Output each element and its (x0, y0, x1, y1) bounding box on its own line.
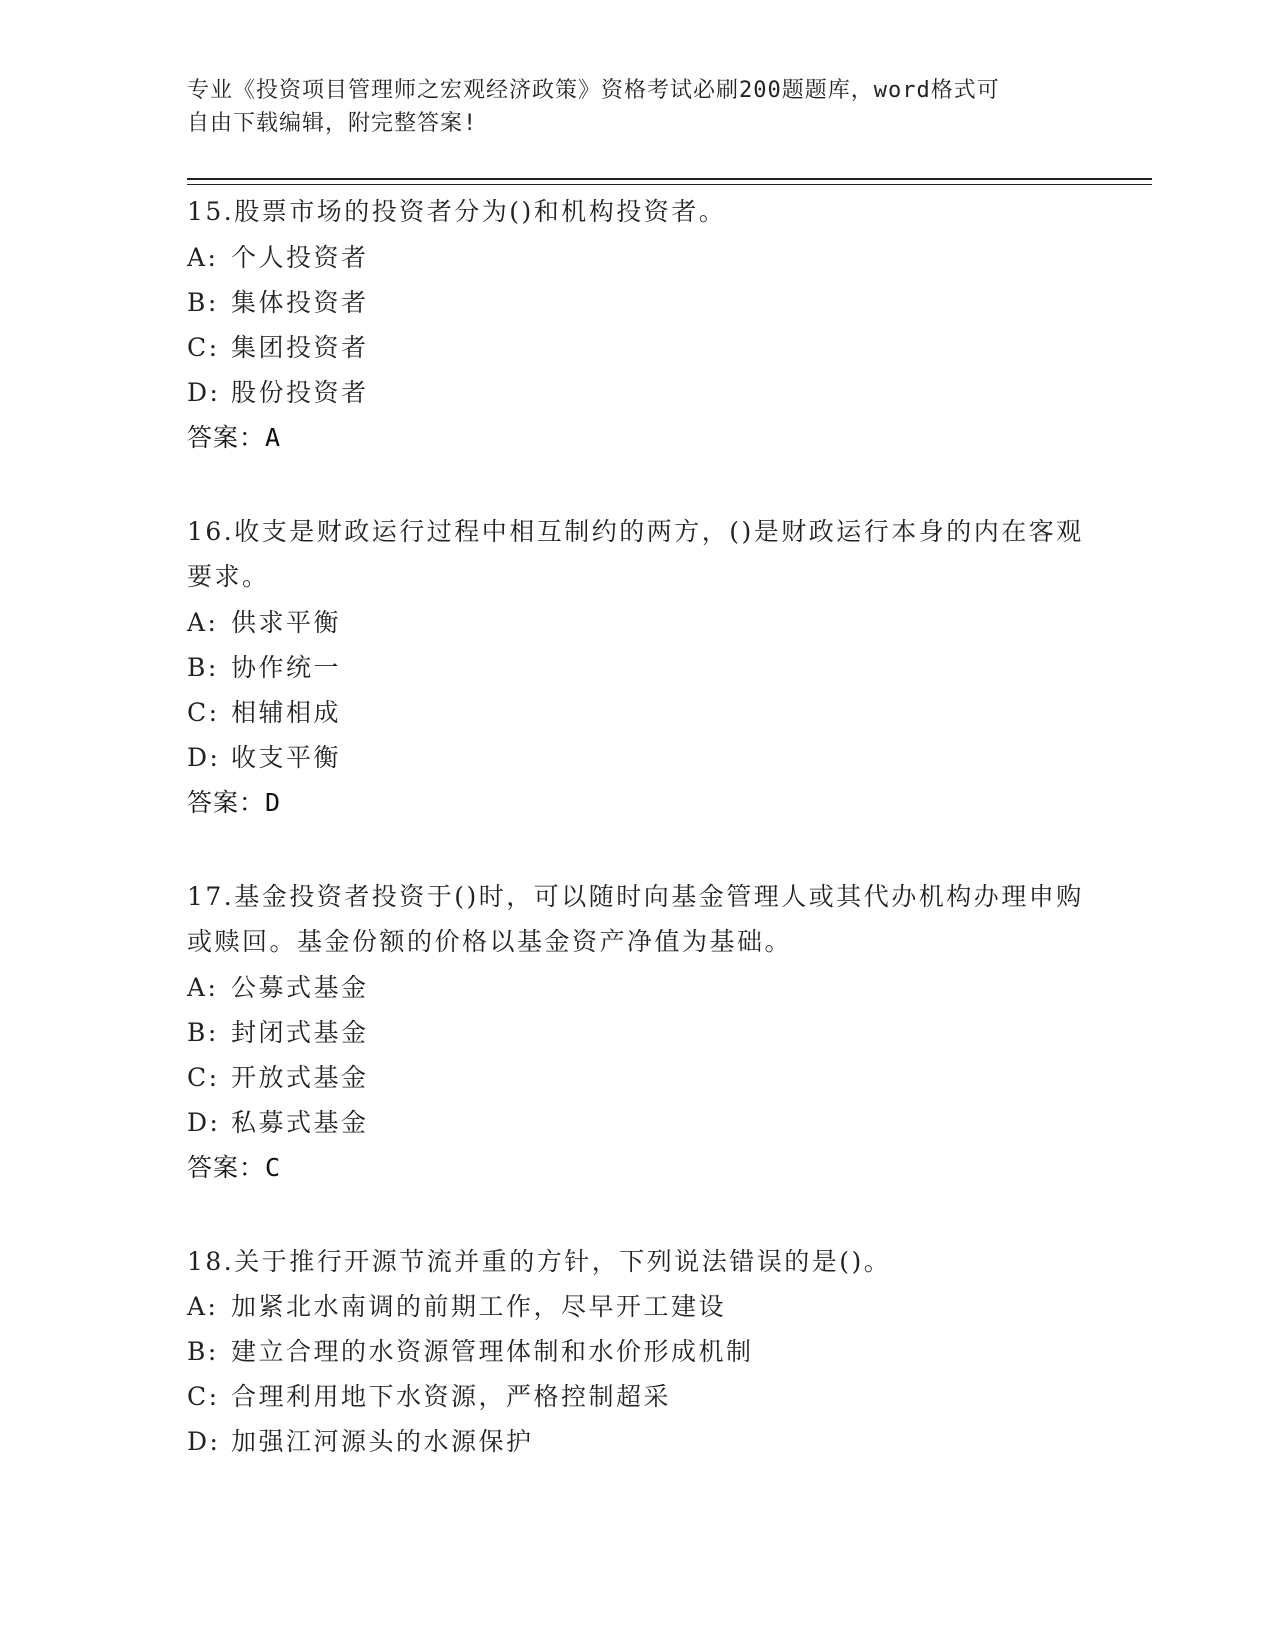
option-text: 公募式基金 (231, 972, 369, 1002)
option-d (187, 735, 1087, 780)
option-text: 股份投资者 (231, 377, 369, 407)
option-text: 个人投资者 (231, 242, 369, 272)
option-d (187, 1100, 1087, 1145)
option-c (187, 1055, 1087, 1100)
document-header (187, 74, 1087, 140)
answer-line: 答案：A (187, 422, 282, 452)
option-text: 供求平衡 (231, 607, 342, 637)
option-key: C: (187, 697, 220, 727)
header-line-2: 自由下载编辑，附完整答案! (187, 111, 478, 136)
option-key: D: (187, 1427, 221, 1456)
option-key: D: (187, 742, 221, 772)
option-text: 私募式基金 (231, 1107, 369, 1137)
question-18 (187, 1239, 1087, 1465)
option-text: 开放式基金 (231, 1062, 369, 1092)
option-key: D: (187, 377, 221, 407)
option-text: 协作统一 (231, 652, 342, 682)
question-stem: 15.股票市场的投资者分为()和机构投资者。 (187, 197, 727, 226)
question-stem: 16.收支是财政运行过程中相互制约的两方，()是财政运行本身的内在客观要求。 (187, 516, 1084, 591)
option-key: B: (187, 652, 219, 682)
question-stem: 18.关于推行开源节流并重的方针，下列说法错误的是()。 (187, 1246, 892, 1276)
option-c (187, 1374, 1087, 1419)
option-key: B: (187, 1337, 219, 1366)
option-text: 集体投资者 (231, 287, 369, 317)
option-key: D: (187, 1107, 221, 1137)
option-a (187, 600, 1087, 645)
option-a (187, 235, 1087, 280)
option-c (187, 325, 1087, 370)
option-key: C: (187, 1382, 220, 1411)
option-text: 加强江河源头的水源保护 (231, 1427, 534, 1456)
question-15 (187, 189, 1087, 461)
option-c (187, 690, 1087, 735)
option-key: A: (187, 242, 219, 272)
question-16 (187, 509, 1087, 826)
option-key: C: (187, 332, 220, 362)
option-d (187, 1419, 1087, 1464)
question-stem: 17.基金投资者投资于()时，可以随时向基金管理人或其代办机构办理申购或赎回。基金份额的价格以基金资产净值为基础。 (187, 881, 1084, 956)
answer-line: 答案：D (187, 787, 282, 817)
question-list (187, 189, 1087, 1512)
option-text: 合理利用地下水资源，严格控制超采 (231, 1382, 672, 1411)
option-a (187, 965, 1087, 1010)
option-key: B: (187, 1017, 219, 1047)
option-b (187, 645, 1087, 690)
option-text: 建立合理的水资源管理体制和水价形成机制 (231, 1337, 754, 1366)
option-key: B: (187, 287, 219, 317)
header-divider-thick (187, 178, 1152, 180)
option-b (187, 280, 1087, 325)
option-a (187, 1284, 1087, 1329)
option-text: 集团投资者 (231, 332, 369, 362)
option-text: 相辅相成 (231, 697, 342, 727)
option-text: 封闭式基金 (231, 1017, 369, 1047)
question-17 (187, 874, 1087, 1191)
option-key: C: (187, 1062, 220, 1092)
header-line-1: 专业《投资项目管理师之宏观经济政策》资格考试必刷200题题库，word格式可 (187, 78, 1000, 103)
answer-line: 答案：C (187, 1152, 282, 1182)
option-key: A: (187, 1292, 219, 1321)
header-divider-thin (187, 184, 1152, 185)
option-text: 收支平衡 (231, 742, 342, 772)
option-text: 加紧北水南调的前期工作，尽早开工建设 (231, 1292, 727, 1321)
option-key: A: (187, 607, 219, 637)
option-b (187, 1329, 1087, 1374)
option-key: A: (187, 972, 219, 1002)
option-b (187, 1010, 1087, 1055)
option-d (187, 370, 1087, 415)
